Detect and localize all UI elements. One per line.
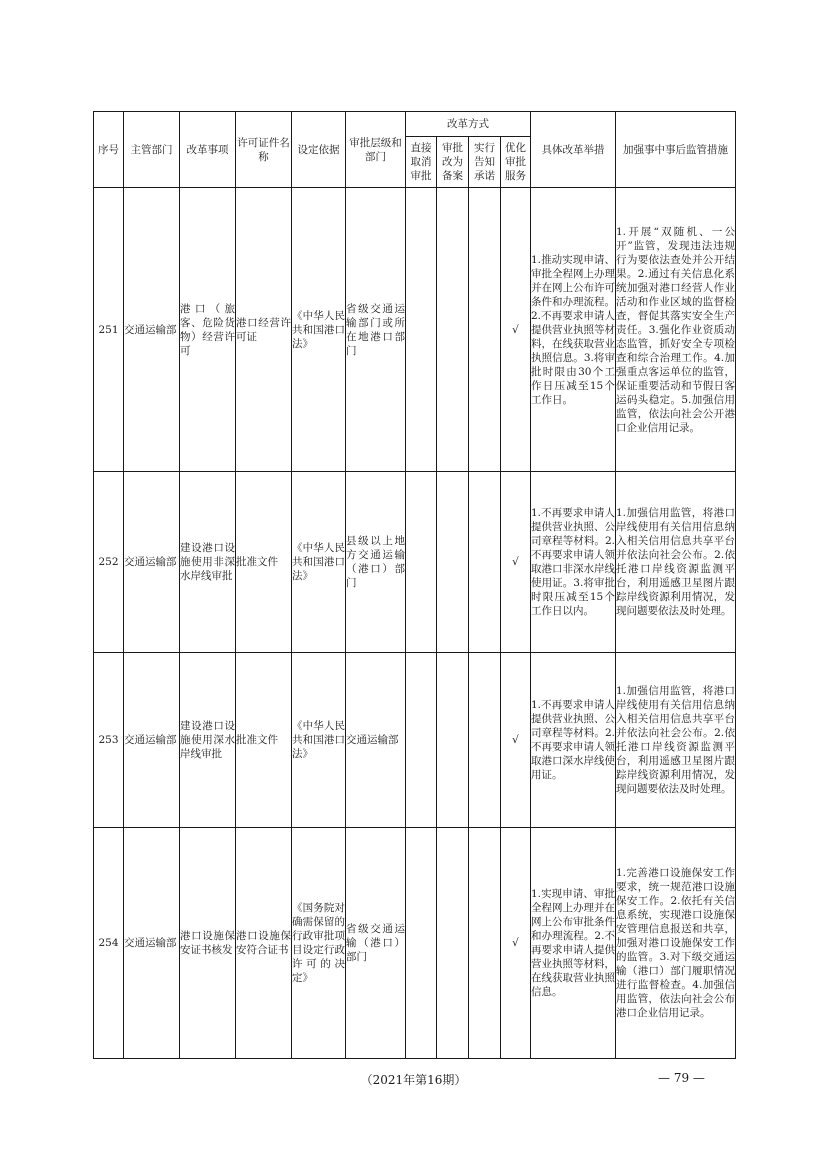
cell-basis: 《中华人民共和国港口法》 bbox=[292, 653, 346, 828]
cell-dept: 交通运输部 bbox=[124, 653, 180, 828]
cell-seq: 251 bbox=[94, 188, 124, 472]
cell-level: 交通运输部 bbox=[346, 653, 406, 828]
cell-method-cancel bbox=[406, 653, 437, 828]
cell-method-cancel bbox=[406, 188, 437, 472]
header-method-cancel: 直接取消审批 bbox=[406, 137, 437, 188]
cell-method-commitment bbox=[469, 828, 501, 1059]
header-item: 改革事项 bbox=[180, 112, 236, 188]
header-dept: 主管部门 bbox=[124, 112, 180, 188]
cell-method-filing bbox=[437, 188, 469, 472]
header-seq: 序号 bbox=[94, 112, 124, 188]
reform-table bbox=[93, 111, 736, 1059]
cell-item: 港口设施保安证书核发 bbox=[180, 828, 236, 1059]
cell-supervision: 1.加强信用监管，将港口岸线使用有关信用信息纳入相关信用信息共享平台并依法向社会公布。2.依托港口岸线资源监测平台，利用遥感卫星图片跟踪岸线资源利用情况，发现问题要依法及时处理。 bbox=[616, 472, 736, 653]
cell-supervision: 1.开展“双随机、一公开”监管，发现违法违规行为要依法查处并公开结果。2.通过有关信息化系统加强对港口经营人作业活动和作业区域的监督检查，督促其落实安全生产责任。3.强化作业资质动态监管，抓好安全专项检查和综合治理工作。4.加强重点客运单位的监管，保证重要活动和节假日客运码头稳定。5.加强信用监管，依法向社会公开港口企业信用记录。 bbox=[616, 188, 736, 472]
issue-label: （2021年第16期） bbox=[360, 1073, 467, 1087]
cell-method-optimize: √ bbox=[501, 653, 531, 828]
cell-level: 省级交通运输（港口）部门 bbox=[346, 828, 406, 1059]
cell-method-commitment bbox=[469, 472, 501, 653]
cell-method-filing bbox=[437, 653, 469, 828]
header-basis: 设定依据 bbox=[292, 112, 346, 188]
cell-license: 港口设施保安符合证书 bbox=[236, 828, 292, 1059]
cell-level: 省级交通运输部门或所在地港口部门 bbox=[346, 188, 406, 472]
cell-method-optimize: √ bbox=[501, 472, 531, 653]
cell-seq: 254 bbox=[94, 828, 124, 1059]
cell-seq: 252 bbox=[94, 472, 124, 653]
header-method-optimize: 优化审批服务 bbox=[501, 137, 531, 188]
table-row bbox=[94, 828, 736, 1059]
cell-measures: 1.不再要求申请人提供营业执照、公司章程等材料。2.不再要求申请人领取港口非深水岸线使用证。3.将审批时限压减至15个工作日以内。 bbox=[531, 472, 616, 653]
cell-method-optimize: √ bbox=[501, 188, 531, 472]
cell-measures: 1.不再要求申请人提供营业执照、公司章程等材料。2.不再要求申请人领取港口深水岸线使用证。 bbox=[531, 653, 616, 828]
cell-license: 港口经营许可证 bbox=[236, 188, 292, 472]
cell-method-commitment bbox=[469, 653, 501, 828]
cell-basis: 《中华人民共和国港口法》 bbox=[292, 472, 346, 653]
cell-dept: 交通运输部 bbox=[124, 828, 180, 1059]
cell-license: 批准文件 bbox=[236, 653, 292, 828]
cell-supervision: 1.完善港口设施保安工作要求，统一规范港口设施保安工作。2.依托有关信息系统，实现港口设施保安管理信息报送和共享，加强对港口设施保安工作的监管。3.对下级交通运输（港口）部门履职情况进行监督检查。4.加强信用监管，依法向社会公布港口企业信用记录。 bbox=[616, 828, 736, 1059]
cell-basis: 《中华人民共和国港口法》 bbox=[292, 188, 346, 472]
cell-method-cancel bbox=[406, 828, 437, 1059]
cell-method-optimize: √ bbox=[501, 828, 531, 1059]
cell-measures: 1.实现申请、审批全程网上办理并在网上公布审批条件和办理流程。2.不再要求申请人提供营业执照等材料，在线获取营业执照信息。 bbox=[531, 828, 616, 1059]
page-number: — 79 — bbox=[658, 1071, 705, 1085]
header-method-filing: 审批改为备案 bbox=[437, 137, 469, 188]
header-row bbox=[94, 112, 736, 137]
header-measures: 具体改革举措 bbox=[531, 112, 616, 188]
cell-item: 港口（旅客、危险货物）经营许可 bbox=[180, 188, 236, 472]
table-row bbox=[94, 653, 736, 828]
cell-item: 建设港口设施使用深水岸线审批 bbox=[180, 653, 236, 828]
cell-item: 建设港口设施使用非深水岸线审批 bbox=[180, 472, 236, 653]
cell-method-commitment bbox=[469, 188, 501, 472]
cell-dept: 交通运输部 bbox=[124, 472, 180, 653]
table-row bbox=[94, 472, 736, 653]
cell-method-filing bbox=[437, 472, 469, 653]
header-methods-group: 改革方式 bbox=[406, 112, 531, 137]
header-level: 审批层级和部门 bbox=[346, 112, 406, 188]
cell-method-filing bbox=[437, 828, 469, 1059]
header-method-commitment: 实行告知承诺 bbox=[469, 137, 501, 188]
table-row bbox=[94, 188, 736, 472]
cell-seq: 253 bbox=[94, 653, 124, 828]
header-license: 许可证件名称 bbox=[236, 112, 292, 188]
header-supervision: 加强事中事后监管措施 bbox=[616, 112, 736, 188]
cell-basis: 《国务院对确需保留的行政审批项目设定行政许可的决定》 bbox=[292, 828, 346, 1059]
cell-measures: 1.推动实现申请、审批全程网上办理并在网上公布许可条件和办理流程。2.不再要求申请人提供营业执照等材料，在线获取营业执照信息。3.将审批时限由30个工作日压减至15个工作日。 bbox=[531, 188, 616, 472]
cell-method-cancel bbox=[406, 472, 437, 653]
cell-dept: 交通运输部 bbox=[124, 188, 180, 472]
cell-supervision: 1.加强信用监管，将港口岸线使用有关信用信息纳入相关信用信息共享平台并依法向社会公布。2.依托港口岸线资源监测平台，利用遥感卫星图片跟踪岸线资源利用情况，发现问题要依法及时处理。 bbox=[616, 653, 736, 828]
cell-license: 批准文件 bbox=[236, 472, 292, 653]
cell-level: 县级以上地方交通运输（港口）部门 bbox=[346, 472, 406, 653]
